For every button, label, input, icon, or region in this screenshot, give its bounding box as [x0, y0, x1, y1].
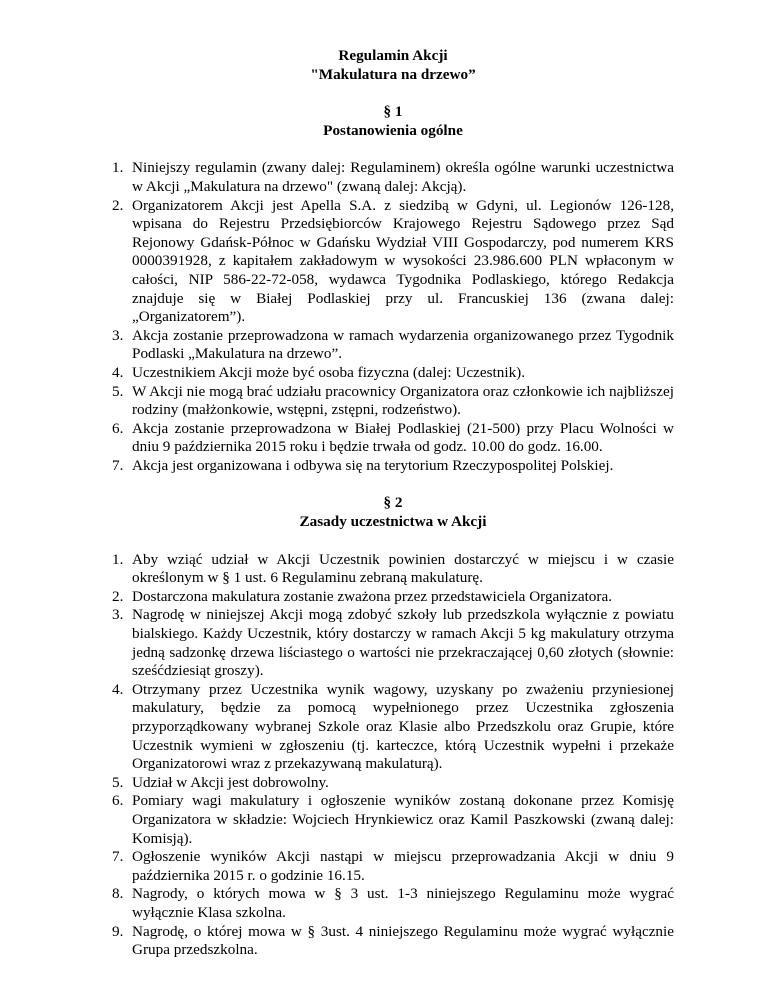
- list-item: 6. Akcja zostanie przeprowadzona w Białej Podlaskiej (21-500) przy Placu Wolności w dniu 9 października 2015 roku i będzie trwała od godz. 10.00 do godz. 16.00.: [112, 419, 674, 456]
- list-item: 4. Otrzymany przez Uczestnika wynik wagowy, uzyskany po zważeniu przyniesionej makulatury, będzie za pomocą wypełnionego przez Uczestnika zgłoszenia przyporządkowany wybranej Szkole oraz Klasie albo Przedszkolu oraz Grupie, które Uczestnik wymieni w zgłoszeniu (tj. karteczce, którą Uczestnik wypełni i przekaże Organizatorowi wraz z przekazywaną makulaturą).: [112, 680, 674, 773]
- list-item: 2. Organizatorem Akcji jest Apella S.A. z siedzibą w Gdyni, ul. Legionów 126-128, wpisana do Rejestru Przedsiębiorców Krajowego Rejestru Sądowego przez Sąd Rejonowy Gdańsk-Północ w Gdańsku Wydział VIII Gospodarczy, pod numerem KRS 0000391928, z kapitałem zakładowym w wysokości 23.986.600 PLN wpłaconym w całości, NIP 586-22-72-058, wydawca Tygodnika Podlaskiego, którego Redakcja znajduje się w Białej Podlaskiej przy ul. Francuskiej 136 (zwana dalej: „Organizatorem”).: [112, 196, 674, 326]
- section-2-heading: Zasady uczestnictwa w Akcji: [299, 513, 487, 531]
- document-title: [112, 47, 674, 84]
- section-2-header: [112, 494, 674, 531]
- list-item: 3. Nagrodę w niniejszej Akcji mogą zdobyć szkoły lub przedszkola wyłącznie z powiatu bialskiego. Każdy Uczestnik, który dostarczy w ramach Akcji 5 kg makulatury otrzyma jedną sadzonkę drzewa liściastego o wartości nie przekraczającej 0,60 złotych (słownie: sześćdziesiąt groszy).: [112, 606, 674, 680]
- section-1-list: [112, 159, 674, 475]
- list-item: 2. Dostarczona makulatura zostanie zważona przez przedstawiciela Organizatora.: [112, 587, 612, 605]
- title-line-2: "Makulatura na drzewo”: [310, 65, 476, 83]
- section-1-number: § 1: [383, 103, 403, 121]
- list-item: 5. W Akcji nie mogą brać udziału pracownicy Organizatora oraz członkowie ich najbliższej rodziny (małżonkowie, wstępni, zstępni, rodzeństwo).: [112, 382, 674, 419]
- section-2-number: § 2: [383, 494, 403, 512]
- list-item: 9. Nagrodę, o której mowa w § 3ust. 4 niniejszego Regulaminu może wygrać wyłącznie Grupa przedszkolna.: [112, 922, 674, 959]
- list-item: 7. Ogłoszenie wyników Akcji nastąpi w miejscu przeprowadzania Akcji w dniu 9 października 2015 r. o godzinie 16.15.: [112, 848, 674, 884]
- list-item: 5. Udział w Akcji jest dobrowolny.: [112, 773, 329, 791]
- title-line-1: Regulamin Akcji: [338, 47, 448, 64]
- list-item: 3. Akcja zostanie przeprowadzona w ramach wydarzenia organizowanego przez Tygodnik Podlaski „Makulatura na drzewo”.: [112, 326, 674, 363]
- list-item: 1. Niniejszy regulamin (zwany dalej: Regulaminem) określa ogólne warunki uczestnictwa w Akcji „Makulatura na drzewo" (zwaną dalej: Akcją).: [112, 159, 674, 195]
- list-item: 4. Uczestnikiem Akcji może być osoba fizyczna (dalej: Uczestnik).: [112, 363, 526, 381]
- list-item: 6. Pomiary wagi makulatury i ogłoszenie wyników zostaną dokonane przez Komisję Organizatora w składzie: Wojciech Hrynkiewicz oraz Kamil Paszkowski (zwaną dalej: Komisją).: [112, 792, 674, 847]
- list-item: 8. Nagrody, o których mowa w § 3 ust. 1-3 niniejszego Regulaminu może wygrać wyłącznie Klasa szkolna.: [112, 885, 674, 921]
- section-1-header: [112, 103, 674, 140]
- section-1-heading: Postanowienia ogólne: [323, 121, 463, 139]
- list-item: 1. Aby wziąć udział w Akcji Uczestnik powinien dostarczyć w miejscu i w czasie określonym w § 1 ust. 6 Regulaminu zebraną makulaturę.: [112, 550, 674, 587]
- list-item: 7. Akcja jest organizowana i odbywa się na terytorium Rzeczypospolitej Polskiej.: [112, 456, 614, 474]
- section-2-list: [112, 551, 674, 960]
